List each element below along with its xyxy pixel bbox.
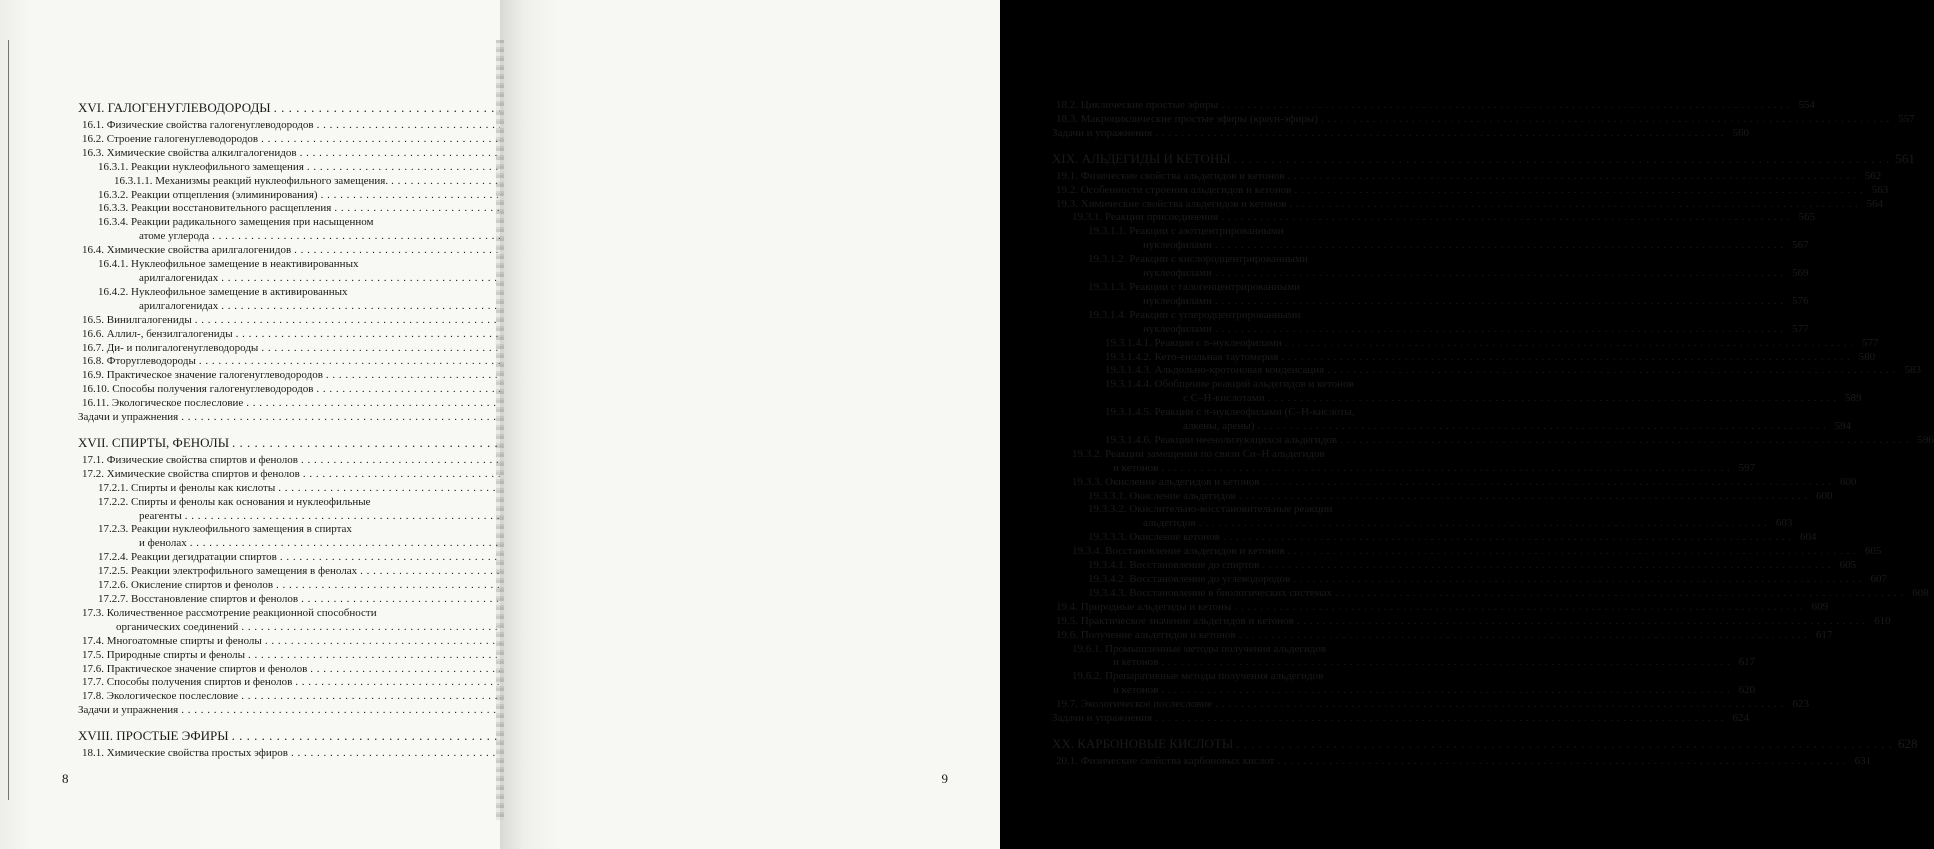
toc-page-number: 605: [1839, 559, 1857, 572]
toc-page-number: 607: [1870, 573, 1887, 585]
toc-right-column: [1052, 99, 1934, 769]
toc-entry-title: атоме углерода: [139, 230, 210, 243]
toc-entry: [1052, 112, 1915, 127]
toc-entry-title: альдегидов: [1143, 517, 1196, 530]
toc-page-number: 617: [1738, 656, 1756, 669]
toc-entry: [78, 663, 470, 677]
toc-leader-dots: [1289, 198, 1858, 212]
toc-entry: [1052, 503, 1793, 531]
toc-page-number: 624: [1732, 712, 1749, 725]
toc-entry-title: 19.3.3. Окисление альдегидов и кетонов: [1072, 475, 1260, 488]
toc-entry: [1052, 308, 1809, 337]
toc-entry-title: 16.6. Аллил-, бензилгалогениды: [82, 327, 233, 340]
toc-entry-title: 19.3.2. Реакции замещения по связи Cα–H альдегидов: [1072, 447, 1325, 460]
toc-entry: [78, 202, 470, 216]
toc-entry-title: 19.7. Экологическое послесловие: [1056, 698, 1213, 711]
toc-entry-title: XVII. СПИРТЫ, ФЕНОЛЫ: [78, 434, 230, 450]
toc-entry: [78, 482, 470, 496]
toc-entry-title: 19.3.4. Восстановление альдегидов и кетонов: [1072, 545, 1285, 558]
toc-entry-title: и фенолах: [139, 537, 187, 550]
toc-page-number: 603: [1775, 517, 1793, 530]
toc-entry-title: арилгалогенидах: [139, 299, 219, 312]
page-number: 8: [62, 771, 69, 786]
toc-entry-title: 19.3.4.1. Восстановление до спиртов: [1088, 559, 1260, 572]
toc-page-number: 589: [1844, 392, 1862, 405]
toc-entry: [1052, 197, 1884, 212]
toc-page-number: 631: [1854, 754, 1872, 767]
toc-entry: [78, 328, 470, 342]
toc-entry-title: 19.3.1.4.6. Реакции неенолизующихся альдегидов: [1105, 433, 1338, 446]
toc-entry: [78, 147, 470, 161]
toc-page-number: 577: [1792, 322, 1809, 335]
toc-entry-title: 16.7. Ди- и полигалогенуглеводороды: [82, 341, 259, 354]
toc-page-number: 628: [1897, 735, 1918, 751]
toc-entry: [1052, 183, 1889, 198]
toc-entry-title: Задачи и упражнения: [78, 411, 179, 424]
toc-leader-dots: [1288, 545, 1857, 559]
toc-page-number: 596: [1917, 433, 1934, 446]
toc-entry: [78, 189, 470, 203]
toc-entry-title: 16.4. Химические свойства арилгалогенидов: [82, 244, 292, 257]
toc-entry-title: 18.3. Макроциклические простые эфиры (краун-эфиры): [1056, 112, 1318, 125]
toc-entry-title: 16.3.1. Реакции нуклеофильного замещения: [98, 160, 304, 173]
toc-leader-dots: [1215, 267, 1784, 281]
toc-entry-title: XX. КАРБОНОВЫЕ КИСЛОТЫ: [1052, 735, 1234, 751]
toc-entry-title: 19.2. Особенности строения альдегидов и кетонов: [1056, 183, 1292, 196]
toc-page-number: 617: [1815, 628, 1833, 641]
toc-entry-title: 18.2. Циклические простые эфиры: [1056, 99, 1219, 111]
toc-entry: [78, 579, 470, 593]
toc-entry-title: нуклеофилами: [1143, 322, 1212, 335]
toc-leader-dots: [1223, 531, 1792, 545]
toc-entry-title: XVI. ГАЛОГЕНУГЛЕВОДОРОДЫ: [78, 100, 271, 115]
toc-entry: [78, 607, 470, 635]
toc-chapter-heading: [78, 727, 470, 744]
toc-entry-title: 16.3. Химические свойства алкилгалогенидов: [82, 146, 297, 159]
toc-entry: [1052, 586, 1929, 601]
toc-entry: [78, 175, 470, 189]
toc-leader-dots: [1215, 323, 1784, 337]
toc-entry-title: XVIII. ПРОСТЫЕ ЭФИРЫ: [78, 728, 229, 744]
toc-entry-title: 19.3.1.4.4. Обобщение реакций альдегидов и кетонов: [1105, 378, 1354, 391]
toc-entry-title: 19.3.3.2. Окислительно-восстановительные реакции: [1088, 503, 1333, 516]
toc-entry-title: 16.3.3. Реакции восстановительного расщепления: [98, 202, 332, 215]
toc-entry-title: 19.3.1.4.5. Реакции с π-нуклеофилами (C–H-кислоты,: [1105, 406, 1355, 419]
toc-entry: [78, 161, 470, 175]
toc-page-number: 583: [1904, 364, 1921, 377]
toc-entry: [78, 244, 470, 258]
toc-entry: [1052, 253, 1809, 281]
toc-entry-title: 19.3.1.4. Реакции с углеродцентрированными: [1088, 308, 1301, 321]
toc-leader-dots: [1161, 656, 1730, 670]
toc-entry-title: органических соединений: [116, 620, 239, 633]
toc-entry-title: 19.6.2. Препаративные методы получения альдегидов: [1072, 670, 1324, 683]
toc-entry: [1052, 531, 1817, 545]
toc-page-number: 620: [1738, 684, 1756, 697]
toc-entry-title: 19.3.1.3. Реакции с галогенцентрированными: [1088, 280, 1301, 293]
toc-entry-title: 17.2.7. Восстановление спиртов и фенолов: [98, 593, 299, 605]
toc-entry-title: нуклеофилами: [1143, 267, 1212, 280]
toc-leader-dots: [1281, 351, 1850, 365]
toc-entry: [78, 355, 470, 369]
toc-chapter-heading: [1052, 150, 1915, 167]
toc-page-number: 576: [1792, 294, 1809, 307]
toc-leader-dots: [1155, 127, 1724, 141]
toc-leader-dots: [1161, 462, 1730, 476]
toc-entry: [1052, 336, 1879, 351]
toc-leader-dots: [1285, 337, 1854, 351]
toc-page-number: 600: [1816, 489, 1833, 502]
toc-entry-title: 16.3.1.1. Механизмы реакций нуклеофильного замещения.: [114, 174, 389, 187]
toc-entry-title: Задачи и упражнения: [1052, 712, 1153, 725]
binding-edge: [8, 40, 9, 800]
toc-entry-title: 16.4.1. Нуклеофильное замещение в неактивированных: [98, 258, 359, 271]
toc-page-number: 562: [1864, 169, 1882, 182]
toc-entry-title: 18.1. Химические свойства простых эфиров: [82, 747, 288, 760]
toc-entry-title: 17.2.3. Реакции нуклеофильного замещения в спиртах: [98, 523, 352, 536]
toc-entry: [78, 454, 470, 468]
toc-page-number: 604: [1800, 531, 1817, 544]
toc-entry-title: 19.4. Природные альдегиды и кетоны: [1056, 600, 1232, 613]
toc-entry: [1052, 169, 1882, 184]
toc-entry-title: XIX. АЛЬДЕГИДЫ И КЕТОНЫ: [1052, 150, 1231, 166]
toc-entry-title: 16.8. Фторуглеводороды: [82, 355, 196, 368]
toc-entry: [78, 496, 470, 524]
toc-entry-title: и кетонов: [1113, 656, 1159, 669]
toc-entry: [78, 747, 470, 761]
toc-entry: [1052, 670, 1756, 698]
book-gutter: [496, 40, 504, 820]
toc-entry-title: Задачи и упражнения: [78, 704, 179, 717]
toc-entry-title: 19.3.1.1. Реакции с азотцентрированными: [1088, 225, 1284, 238]
toc-entry: [1052, 378, 1862, 406]
toc-entry: [1052, 698, 1809, 712]
toc-left-column: [78, 99, 470, 761]
toc-entry: [78, 676, 470, 690]
toc-page-number: 561: [1895, 150, 1915, 166]
toc-entry-title: 16.9. Практическое значение галогенуглеводородов: [82, 369, 323, 382]
toc-entry: [78, 397, 470, 411]
toc-entry: [1052, 628, 1833, 643]
toc-entry-title: 17.3. Количественное рассмотрение реакционной способности: [82, 606, 377, 619]
toc-entry: [78, 411, 470, 425]
toc-entry: [1052, 99, 1815, 113]
toc-entry: [1052, 447, 1756, 476]
toc-entry-title: 16.4.2. Нуклеофильное замещение в активированных: [98, 285, 348, 298]
toc-leader-dots: [1215, 698, 1784, 712]
toc-entry: [78, 383, 470, 397]
toc-leader-dots: [1234, 601, 1803, 615]
toc-entry-title: 19.6.1. Промышленные методы получения альдегидов: [1072, 642, 1327, 655]
toc-leader-dots: [1221, 211, 1790, 225]
toc-leader-dots: [1221, 99, 1790, 113]
toc-entry-title: 17.2.4. Реакции дегидратации спиртов: [98, 551, 277, 564]
toc-page-number: 597: [1738, 461, 1756, 474]
toc-page-number: 564: [1866, 197, 1884, 210]
toc-entry: [78, 649, 470, 663]
toc-entry-title: 16.5. Винилгалогениды: [82, 313, 192, 326]
toc-entry-title: 19.1. Физические свойства альдегидов и кетонов: [1056, 169, 1285, 182]
toc-entry: [78, 258, 470, 286]
toc-entry-title: 19.3.4.2. Восстановление до углеводородов: [1088, 573, 1291, 585]
toc-entry: [78, 468, 470, 482]
toc-entry: [1052, 573, 1887, 587]
toc-leader-dots: [1215, 239, 1784, 253]
toc-entry: [78, 593, 470, 607]
toc-entry-title: и кетонов: [1113, 461, 1159, 474]
toc-entry: [78, 119, 470, 133]
toc-leader-dots: [1161, 684, 1730, 698]
toc-entry-title: 16.10. Способы получения галогенуглеводородов: [82, 383, 314, 396]
toc-entry-title: 16.3.4. Реакции радикального замещения при насыщенном: [98, 216, 374, 229]
toc-entry-title: реагенты: [139, 509, 182, 522]
toc-entry: [1052, 211, 1815, 225]
toc-leader-dots: [1288, 170, 1857, 184]
toc-entry: [78, 690, 470, 704]
toc-entry: [1052, 225, 1809, 253]
toc-leader-dots: [1293, 573, 1862, 587]
toc-entry-title: 17.7. Способы получения спиртов и фенолов: [82, 676, 293, 689]
toc-leader-dots: [1268, 392, 1837, 406]
toc-entry-title: 19.3.4.3. Восстановление в биологических системах: [1088, 586, 1332, 599]
toc-page-number: 609: [1811, 600, 1829, 613]
toc-entry: [1052, 489, 1833, 504]
toc-entry: [1052, 642, 1756, 671]
toc-entry-title: 17.2.5. Реакции электрофильного замещения в фенолах: [98, 565, 358, 578]
toc-entry-title: 17.6. Практическое значение спиртов и фенолов: [82, 662, 308, 675]
toc-entry-title: 19.3. Химические свойства альдегидов и кетонов: [1056, 197, 1287, 210]
toc-entry: [1052, 545, 1882, 559]
toc-leader-dots: [1327, 364, 1896, 378]
toc-leader-dots: [1340, 434, 1909, 448]
toc-page-number: 608: [1912, 586, 1929, 599]
toc-entry-title: Задачи и упражнения: [1052, 126, 1153, 139]
toc-entry: [78, 216, 470, 244]
toc-entry-title: 19.3.1.4.2. Кето-енольная таутомерия: [1105, 350, 1279, 363]
toc-leader-dots: [1321, 113, 1890, 127]
toc-page-number: 565: [1798, 211, 1815, 224]
toc-entry-title: 17.1. Физические свойства спиртов и фенолов: [82, 453, 298, 466]
toc-entry-title: 16.1. Физические свойства галогенуглеводородов: [82, 119, 314, 131]
toc-entry-title: 17.4. Многоатомные спирты и фенолы: [82, 634, 262, 647]
toc-leader-dots: [1257, 420, 1826, 434]
toc-entry-title: 16.11. Экологическое послесловие: [82, 397, 244, 410]
toc-entry: [1052, 350, 1876, 365]
toc-entry: [1052, 280, 1809, 309]
toc-entry: [1052, 475, 1857, 490]
left-page: [0, 0, 500, 849]
toc-entry-title: 19.3.1.4.1. Реакции с n-нуклеофилами: [1105, 336, 1282, 349]
toc-entry-title: 19.6. Получение альдегидов и кетонов: [1056, 628, 1236, 641]
toc-entry: [1052, 600, 1829, 615]
toc-entry: [78, 133, 470, 147]
toc-entry: [78, 565, 470, 579]
toc-entry-title: 16.3.2. Реакции отщепления (элиминирования): [98, 188, 318, 201]
toc-page-number: 580: [1858, 350, 1876, 363]
toc-leader-dots: [1199, 517, 1768, 531]
toc-entry: [78, 704, 470, 718]
toc-entry: [1052, 406, 1852, 434]
toc-page-number: 563: [1871, 183, 1889, 196]
toc-entry-title: 19.5. Практическое значение альдегидов и кетонов: [1056, 614, 1294, 627]
toc-entry: [78, 369, 470, 383]
toc-entry: [78, 551, 470, 565]
toc-entry-title: 20.1. Физические свойства карбоновых кислот: [1056, 754, 1275, 767]
toc-leader-dots: [1297, 615, 1866, 629]
toc-leader-dots: [1155, 712, 1724, 726]
toc-entry-title: 17.8. Экологическое послесловие: [82, 690, 239, 703]
toc-entry-title: 17.5. Природные спирты и фенолы: [82, 648, 245, 661]
toc-entry: [1052, 614, 1891, 629]
toc-entry-title: и кетонов: [1113, 684, 1159, 697]
toc-entry: [1052, 754, 1872, 769]
toc-entry-title: 17.2. Химические свойства спиртов и фенолов: [82, 467, 300, 480]
toc-entry: [78, 286, 470, 314]
toc-entry: [1052, 364, 1921, 378]
toc-page-number: 557: [1898, 112, 1915, 125]
toc-page-number: 560: [1732, 126, 1749, 139]
toc-entry: [1052, 433, 1934, 448]
toc-leader-dots: [1215, 295, 1784, 309]
toc-leader-dots: [1335, 587, 1904, 601]
toc-page-number: 569: [1792, 267, 1809, 280]
toc-entry: [1052, 126, 1749, 141]
toc-entry-title: нуклеофилами: [1143, 239, 1212, 252]
toc-entry-title: 17.2.2. Спирты и фенолы как основания и нуклеофильные: [98, 495, 371, 508]
toc-entry-title: нуклеофилами: [1143, 294, 1212, 307]
page-number: 9: [941, 771, 948, 786]
toc-entry-title: 19.3.3.3. Окисление кетонов: [1088, 531, 1220, 544]
toc-page-number: 623: [1792, 698, 1809, 711]
toc-entry-title: 17.2.6. Окисление спиртов и фенолов: [98, 579, 274, 592]
toc-leader-dots: [1263, 476, 1832, 490]
toc-entry-title: арилгалогенидах: [139, 271, 219, 284]
toc-entry-title: 17.2.1. Спирты и фенолы как кислоты: [98, 481, 276, 494]
toc-entry: [78, 523, 470, 551]
toc-leader-dots: [1277, 755, 1846, 769]
toc-entry: [1052, 559, 1857, 573]
toc-leader-dots: [1234, 150, 1890, 167]
toc-entry-title: 19.3.1.4.3. Альдольно-кротоновая конденсация: [1105, 364, 1325, 377]
toc-chapter-heading: [78, 434, 470, 451]
toc-leader-dots: [1239, 490, 1808, 504]
toc-page-number: 605: [1864, 545, 1882, 558]
toc-entry: [78, 635, 470, 649]
right-page: [500, 0, 1934, 849]
toc-leader-dots: [1294, 184, 1863, 198]
toc-page-number: 594: [1834, 420, 1852, 433]
toc-page-number: 567: [1792, 239, 1809, 252]
toc-entry: [78, 342, 470, 356]
toc-entry: [1052, 712, 1749, 726]
toc-entry-title: 16.2. Строение галогенуглеводородов: [82, 132, 259, 145]
toc-page-number: 610: [1874, 614, 1891, 627]
toc-entry-title: 19.3.3.1. Окисление альдегидов: [1088, 489, 1236, 502]
toc-page-number: 554: [1798, 99, 1815, 111]
toc-leader-dots: [1236, 735, 1892, 752]
toc-entry-title: 19.3.1.2. Реакции с кислородцентрированными: [1088, 253, 1308, 266]
toc-chapter-heading: [78, 99, 470, 116]
toc-entry-title: 19.3.1. Реакции присоединения: [1072, 211, 1219, 224]
toc-page-number: 600: [1839, 475, 1857, 488]
toc-entry-title: алкены, арены): [1183, 420, 1255, 433]
toc-entry-title: с C–H-кислотами: [1183, 392, 1265, 405]
toc-page-number: 577: [1862, 336, 1879, 349]
toc-entry: [78, 314, 470, 328]
toc-chapter-heading: [1052, 735, 1918, 752]
toc-leader-dots: [1262, 559, 1831, 573]
toc-leader-dots: [1239, 629, 1808, 643]
